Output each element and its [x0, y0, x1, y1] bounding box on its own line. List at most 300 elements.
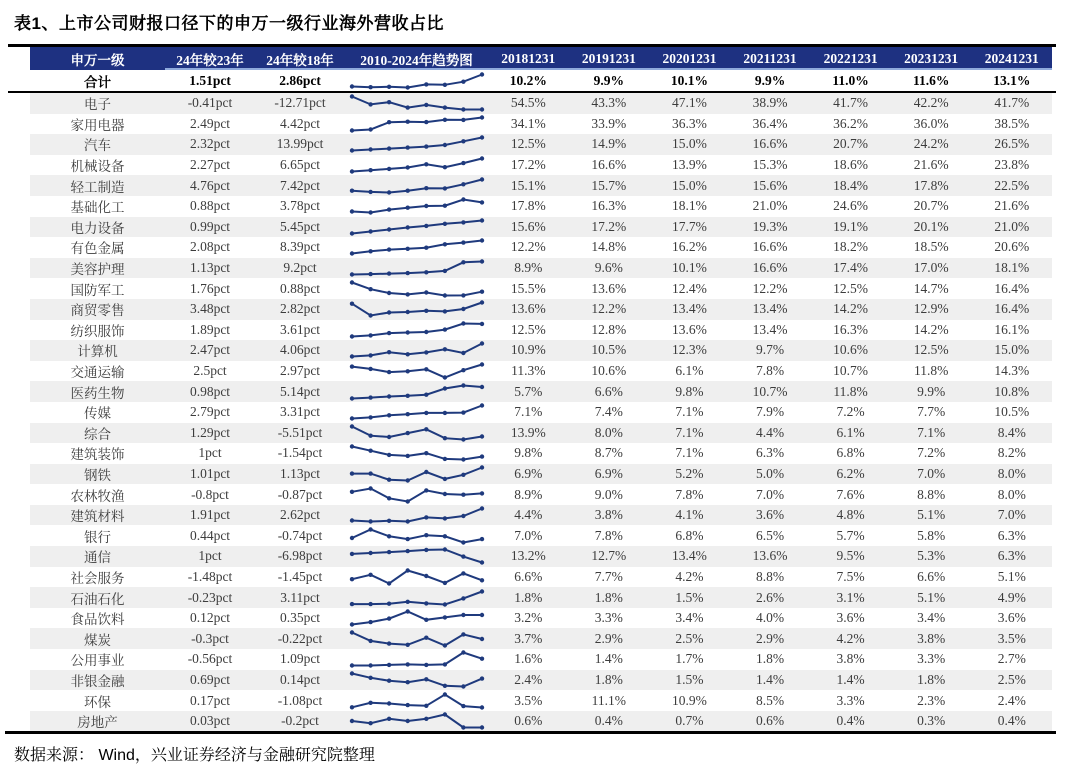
table-row	[30, 525, 1052, 546]
chg-vs-2018: 0.35pct	[279, 610, 321, 626]
industry-name: 医药生物	[70, 385, 125, 401]
industry-name: 建筑装饰	[70, 447, 125, 463]
chg-vs-2018: -12.71pct	[274, 95, 326, 111]
year-value: 2.9%	[755, 630, 785, 646]
chg-vs-2018: -1.08pct	[277, 692, 323, 708]
year-value: 13.1%	[993, 72, 1031, 88]
sparkline-svg	[347, 340, 487, 360]
trend-sparkline	[345, 340, 488, 361]
year-value: 13.6%	[591, 280, 627, 296]
year-value: 12.8%	[591, 321, 627, 337]
year-value: 7.8%	[755, 363, 785, 379]
trend-sparkline	[345, 525, 488, 546]
industry-name: 商贸零售	[70, 303, 125, 319]
year-value: 2.5%	[675, 630, 704, 646]
table-row	[30, 93, 1052, 114]
industry-name: 合计	[84, 74, 111, 90]
chg-vs-2018: -0.2pct	[281, 713, 319, 729]
year-value: 17.2%	[591, 218, 627, 234]
chg-vs-2018: 6.65pct	[279, 157, 321, 173]
chg-vs-2018: -5.51pct	[277, 424, 323, 440]
col-header-trend-chart: 2010-2024年趋势图	[360, 52, 473, 68]
year-value: 16.2%	[672, 239, 707, 255]
chg-vs-2023: 2.5pct	[193, 363, 227, 379]
industry-name: 基础化工	[70, 200, 125, 216]
year-value: 7.1%	[675, 404, 704, 420]
year-value: 47.1%	[672, 95, 707, 111]
year-value: 24.2%	[913, 136, 949, 152]
year-value: 15.6%	[752, 177, 788, 193]
chg-vs-2023: 1pct	[198, 445, 222, 461]
chg-vs-2023: 2.32pct	[189, 136, 231, 152]
chg-vs-2018: 3.31pct	[279, 404, 321, 420]
year-value: 12.7%	[591, 548, 627, 564]
sparkline-svg	[347, 711, 487, 731]
col-header-20221231: 20221231	[823, 50, 878, 66]
year-value: 10.6%	[591, 363, 627, 379]
chg-vs-2023: 0.03pct	[189, 713, 231, 729]
year-value: 15.7%	[591, 177, 627, 193]
year-value: 12.5%	[510, 321, 546, 337]
year-value: 5.3%	[917, 548, 946, 564]
year-value: 34.1%	[510, 115, 546, 131]
industry-name: 汽车	[84, 138, 111, 154]
year-value: 7.1%	[675, 424, 704, 440]
year-value: 2.3%	[917, 692, 946, 708]
year-value: 5.2%	[675, 465, 704, 481]
year-value: 11.0%	[832, 72, 869, 88]
year-value: 14.9%	[591, 136, 627, 152]
year-value: 14.8%	[591, 239, 627, 255]
chg-vs-2023: 0.98pct	[189, 383, 231, 399]
year-value: 16.1%	[994, 321, 1030, 337]
chg-vs-2023: 0.44pct	[189, 527, 231, 543]
year-value: 9.8%	[514, 445, 543, 461]
year-value: 33.9%	[591, 115, 627, 131]
sparkline-svg	[347, 691, 487, 711]
chg-vs-2018: 5.14pct	[279, 383, 321, 399]
year-value: 3.5%	[997, 630, 1026, 646]
year-value: 1.7%	[675, 651, 704, 667]
year-value: 3.3%	[917, 651, 946, 667]
year-value: 8.7%	[594, 445, 623, 461]
year-value: 8.0%	[997, 486, 1026, 502]
year-value: 10.5%	[994, 404, 1030, 420]
sparkline-svg	[347, 93, 487, 113]
year-value: 16.6%	[752, 260, 788, 276]
chg-vs-2018: 3.78pct	[279, 198, 321, 214]
col-header-20181231: 20181231	[501, 50, 556, 66]
sparkline-svg	[347, 526, 487, 546]
table-row	[30, 423, 1052, 444]
year-value: 16.6%	[752, 239, 788, 255]
year-value: 18.1%	[672, 198, 707, 214]
industry-name: 交通运输	[70, 365, 125, 381]
year-value: 1.8%	[594, 589, 623, 605]
year-value: 6.2%	[836, 465, 865, 481]
year-value: 6.5%	[755, 527, 785, 543]
year-value: 2.4%	[514, 671, 543, 687]
year-value: 3.5%	[514, 692, 543, 708]
year-value: 7.0%	[997, 507, 1026, 523]
year-value: 18.5%	[913, 239, 949, 255]
year-value: 13.6%	[510, 301, 546, 317]
year-value: 16.6%	[591, 157, 627, 173]
chg-vs-2018: -1.45pct	[277, 568, 323, 584]
year-value: 0.6%	[755, 713, 785, 729]
year-value: 3.8%	[594, 507, 623, 523]
chg-vs-2023: -0.3pct	[191, 630, 229, 646]
table-row	[30, 567, 1052, 588]
year-value: 1.4%	[594, 651, 623, 667]
year-value: 17.4%	[833, 260, 869, 276]
year-value: 16.3%	[591, 198, 627, 214]
year-value: 42.2%	[913, 95, 949, 111]
industry-name: 综合	[84, 426, 111, 442]
trend-sparkline	[345, 237, 488, 258]
year-value: 8.0%	[594, 424, 623, 440]
chg-vs-2023: 1.01pct	[189, 465, 231, 481]
chg-vs-2023: 4.76pct	[189, 177, 231, 193]
year-value: 4.9%	[997, 589, 1026, 605]
year-value: 8.2%	[997, 445, 1026, 461]
sparkline-svg	[347, 279, 487, 299]
year-value: 3.7%	[514, 630, 543, 646]
year-value: 1.4%	[755, 671, 785, 687]
year-value: 16.6%	[752, 136, 788, 152]
sparkline-svg	[347, 217, 487, 237]
year-value: 7.2%	[836, 404, 865, 420]
year-value: 6.9%	[594, 465, 623, 481]
industry-name: 食品饮料	[70, 612, 125, 628]
chg-vs-2023: -1.48pct	[187, 568, 233, 584]
industry-name: 计算机	[77, 344, 118, 360]
trend-sparkline	[345, 278, 488, 299]
year-value: 41.7%	[994, 95, 1030, 111]
chg-vs-2023: -0.23pct	[187, 589, 233, 605]
table-row	[30, 299, 1052, 320]
year-value: 16.3%	[833, 321, 869, 337]
data-source: 数据来源： Wind，兴业证券经济与金融研究院整理	[14, 747, 375, 765]
chg-vs-2018: 2.97pct	[279, 363, 321, 379]
year-value: 6.8%	[836, 445, 865, 461]
year-value: 1.8%	[514, 589, 543, 605]
year-value: 13.2%	[510, 548, 546, 564]
year-value: 1.4%	[836, 671, 865, 687]
year-value: 0.4%	[594, 713, 623, 729]
sparkline-svg	[347, 567, 487, 587]
year-value: 15.0%	[994, 342, 1030, 358]
year-value: 36.4%	[752, 115, 788, 131]
year-value: 54.5%	[510, 95, 546, 111]
sparkline-svg	[347, 114, 487, 134]
industry-name: 农林牧渔	[70, 488, 125, 504]
year-value: 3.4%	[917, 610, 946, 626]
year-value: 6.8%	[675, 527, 704, 543]
year-value: 6.6%	[514, 568, 543, 584]
sparkline-svg	[347, 299, 487, 319]
year-value: 2.6%	[755, 589, 785, 605]
trend-sparkline	[345, 484, 488, 505]
year-value: 7.0%	[917, 465, 946, 481]
year-value: 9.9%	[754, 72, 786, 88]
trend-sparkline	[345, 114, 488, 135]
year-value: 8.9%	[514, 260, 543, 276]
year-value: 8.0%	[997, 465, 1026, 481]
year-value: 20.1%	[913, 218, 949, 234]
year-value: 7.0%	[514, 527, 543, 543]
year-value: 19.1%	[833, 218, 869, 234]
sparkline-svg	[347, 196, 487, 216]
year-value: 4.4%	[755, 424, 785, 440]
sparkline-svg	[347, 546, 487, 566]
year-value: 12.5%	[913, 342, 949, 358]
industry-name: 社会服务	[70, 570, 125, 586]
industry-name: 公用事业	[70, 653, 125, 669]
year-value: 3.3%	[594, 610, 623, 626]
chg-vs-2023: 1.91pct	[189, 507, 231, 523]
year-value: 1.8%	[755, 651, 785, 667]
col-header-20231231: 20231231	[904, 50, 959, 66]
sparkline-svg	[347, 361, 487, 381]
col-header-industry: 申万一级	[70, 52, 125, 68]
year-value: 10.5%	[591, 342, 627, 358]
chg-vs-2023: 2.08pct	[189, 239, 231, 255]
table-row	[30, 114, 1052, 135]
chg-vs-2018: 8.39pct	[279, 239, 321, 255]
table-row	[30, 649, 1052, 670]
chg-vs-2023: 0.88pct	[189, 198, 231, 214]
year-value: 15.0%	[672, 177, 707, 193]
year-value: 20.6%	[994, 239, 1030, 255]
year-value: 7.2%	[917, 445, 946, 461]
year-value: 9.9%	[917, 383, 946, 399]
year-value: 7.9%	[755, 404, 785, 420]
table-row	[30, 670, 1052, 691]
trend-sparkline	[345, 258, 488, 279]
year-value: 43.3%	[591, 95, 627, 111]
year-value: 16.4%	[994, 301, 1030, 317]
year-value: 13.6%	[752, 548, 788, 564]
year-value: 3.6%	[755, 507, 785, 523]
sparkline-svg	[347, 176, 487, 196]
sparkline-svg	[347, 649, 487, 669]
year-value: 18.6%	[833, 157, 869, 173]
table-row	[30, 381, 1052, 402]
year-value: 4.2%	[675, 568, 704, 584]
year-value: 9.8%	[675, 383, 704, 399]
table-row	[30, 340, 1052, 361]
year-value: 21.0%	[752, 198, 788, 214]
chg-vs-2023: 1.51pct	[189, 72, 231, 88]
chg-vs-2018: 3.61pct	[279, 321, 321, 337]
table-row	[30, 320, 1052, 341]
year-value: 20.7%	[913, 198, 949, 214]
year-value: 4.0%	[755, 610, 785, 626]
trend-sparkline	[345, 464, 488, 485]
trend-sparkline	[345, 423, 488, 444]
col-header-chg-vs-2018: 24年较18年	[266, 52, 334, 68]
chg-vs-2018: 9.2pct	[283, 260, 317, 276]
year-value: 10.8%	[994, 383, 1030, 399]
industry-name: 银行	[84, 529, 111, 545]
sparkline-svg	[347, 423, 487, 443]
table-row	[30, 587, 1052, 608]
year-value: 7.6%	[836, 486, 865, 502]
year-value: 6.3%	[755, 445, 785, 461]
trend-sparkline	[345, 649, 488, 670]
year-value: 7.8%	[594, 527, 623, 543]
chg-vs-2023: 2.27pct	[189, 157, 231, 173]
chg-vs-2023: 0.12pct	[189, 610, 231, 626]
year-value: 11.8%	[833, 383, 868, 399]
year-value: 6.3%	[997, 527, 1026, 543]
table-row	[30, 711, 1052, 732]
year-value: 2.7%	[997, 651, 1026, 667]
sparkline-svg	[347, 258, 487, 278]
year-value: 14.2%	[833, 301, 869, 317]
chg-vs-2018: 0.14pct	[279, 671, 321, 687]
industry-name: 电力设备	[70, 220, 125, 236]
year-value: 3.2%	[514, 610, 543, 626]
trend-sparkline	[345, 361, 488, 382]
year-value: 13.9%	[510, 424, 546, 440]
trend-sparkline	[345, 608, 488, 629]
sparkline-svg	[347, 443, 487, 463]
table-row	[30, 278, 1052, 299]
table-row	[30, 175, 1052, 196]
trend-sparkline	[345, 217, 488, 238]
chg-vs-2018: 4.42pct	[279, 115, 321, 131]
year-value: 1.6%	[514, 651, 543, 667]
trend-sparkline	[345, 567, 488, 588]
industry-name: 房地产	[77, 715, 118, 731]
year-value: 10.6%	[833, 342, 869, 358]
chg-vs-2018: -0.22pct	[277, 630, 323, 646]
chg-vs-2018: -0.87pct	[277, 486, 323, 502]
table-row	[30, 546, 1052, 567]
year-value: 15.6%	[510, 218, 546, 234]
year-value: 15.5%	[510, 280, 546, 296]
year-value: 6.3%	[997, 548, 1026, 564]
chg-vs-2018: 2.62pct	[279, 507, 321, 523]
chg-vs-2023: 0.69pct	[189, 671, 231, 687]
sparkline-svg	[347, 505, 487, 525]
year-value: 15.0%	[672, 136, 707, 152]
chg-vs-2018: 5.45pct	[279, 218, 321, 234]
year-value: 5.7%	[836, 527, 865, 543]
sparkline-svg	[347, 320, 487, 340]
sparkline-svg	[347, 237, 487, 257]
table-row	[30, 443, 1052, 464]
year-value: 24.6%	[833, 198, 869, 214]
year-value: 12.2%	[591, 301, 627, 317]
chg-vs-2023: -0.41pct	[187, 95, 233, 111]
sparkline-svg	[347, 134, 487, 154]
chg-vs-2023: 1.76pct	[189, 280, 231, 296]
chg-vs-2018: -0.74pct	[277, 527, 323, 543]
year-value: 5.0%	[755, 465, 785, 481]
year-value: 12.2%	[510, 239, 546, 255]
year-value: 15.3%	[752, 157, 788, 173]
year-value: 18.4%	[833, 177, 869, 193]
table-row	[30, 258, 1052, 279]
year-value: 12.9%	[913, 301, 949, 317]
header-underline	[165, 68, 1052, 70]
bottom-rule	[5, 731, 1056, 734]
year-value: 38.5%	[994, 115, 1030, 131]
year-value: 12.5%	[510, 136, 546, 152]
trend-sparkline	[345, 711, 488, 732]
chg-vs-2018: 2.86pct	[279, 72, 321, 88]
year-value: 11.1%	[591, 692, 627, 708]
year-value: 0.6%	[514, 713, 543, 729]
chg-vs-2018: -6.98pct	[277, 548, 323, 564]
year-value: 9.0%	[594, 486, 623, 502]
col-header-chg-vs-2023: 24年较23年	[176, 52, 244, 68]
trend-sparkline	[345, 443, 488, 464]
table-header-row	[30, 47, 1052, 70]
sparkline-svg	[347, 608, 487, 628]
chg-vs-2018: 13.99pct	[276, 136, 324, 152]
year-value: 9.6%	[594, 260, 623, 276]
table-row	[30, 196, 1052, 217]
industry-name: 煤炭	[84, 632, 111, 648]
table-row	[30, 608, 1052, 629]
year-value: 0.3%	[917, 713, 946, 729]
industry-overseas-revenue-table	[30, 47, 1052, 734]
sparkline-svg	[347, 464, 487, 484]
year-value: 2.9%	[594, 630, 623, 646]
year-value: 7.4%	[594, 404, 623, 420]
chg-vs-2018: 7.42pct	[279, 177, 321, 193]
year-value: 10.2%	[509, 72, 547, 88]
sparkline-svg	[347, 155, 487, 175]
year-value: 5.1%	[917, 589, 946, 605]
sparkline-svg	[347, 670, 487, 690]
year-value: 13.6%	[672, 321, 707, 337]
year-value: 6.6%	[594, 383, 623, 399]
year-value: 13.4%	[672, 301, 707, 317]
year-value: 17.8%	[913, 177, 949, 193]
year-value: 36.0%	[913, 115, 949, 131]
year-value: 18.2%	[833, 239, 869, 255]
year-value: 13.4%	[752, 321, 788, 337]
chg-vs-2018: 1.09pct	[279, 651, 321, 667]
table-title: 表1、上市公司财报口径下的申万一级行业海外营收占比	[14, 14, 444, 33]
year-value: 4.2%	[836, 630, 865, 646]
year-value: 1.5%	[675, 589, 704, 605]
chg-vs-2018: 3.11pct	[280, 589, 320, 605]
year-value: 7.1%	[917, 424, 946, 440]
year-value: 10.1%	[670, 72, 708, 88]
table-row	[30, 237, 1052, 258]
col-header-20211231: 20211231	[743, 50, 797, 66]
year-value: 7.0%	[755, 486, 785, 502]
table-body	[30, 93, 1052, 731]
industry-name: 非银金融	[70, 673, 125, 689]
year-value: 14.7%	[913, 280, 949, 296]
chg-vs-2023: 0.99pct	[189, 218, 231, 234]
industry-name: 通信	[84, 550, 111, 566]
year-value: 3.3%	[836, 692, 865, 708]
year-value: 0.7%	[675, 713, 704, 729]
year-value: 7.1%	[514, 404, 543, 420]
year-value: 6.9%	[514, 465, 543, 481]
year-value: 10.1%	[672, 260, 707, 276]
year-value: 9.5%	[836, 548, 865, 564]
year-value: 7.7%	[917, 404, 946, 420]
